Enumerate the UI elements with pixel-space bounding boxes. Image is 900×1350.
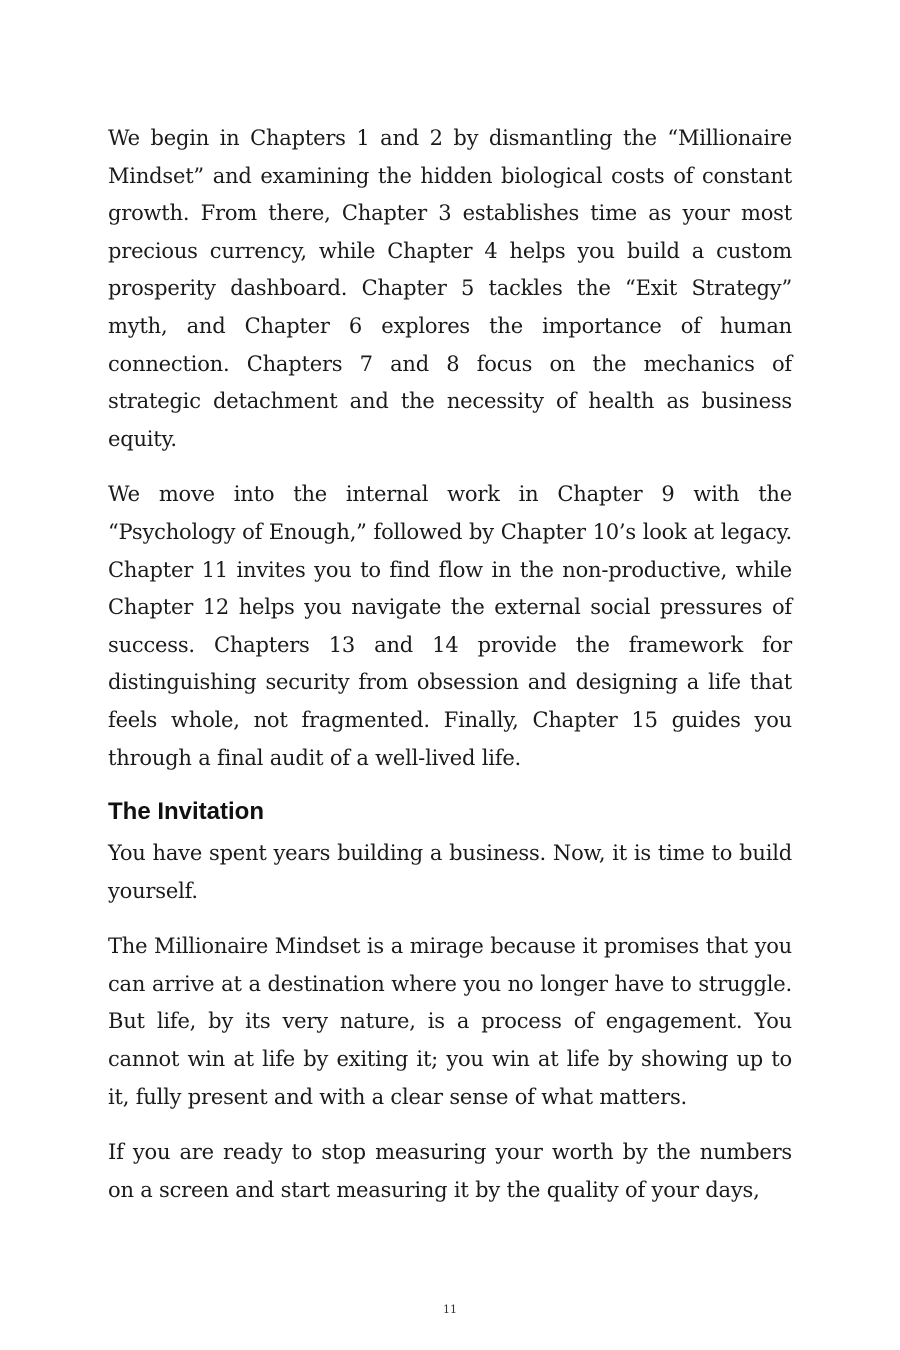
- paragraph-ready: If you are ready to stop measuring your worth by the numbers on a screen and start measuring it by the quality of your days,: [108, 1140, 792, 1202]
- paragraph-internal-work: We move into the internal work in Chapter 9 with the “Psychology of Enough,” followed by Chapter 10’s look at legacy. Chapter 11 invites you to find flow in the non-productive, while Chapter 12 helps you navigate the external social pressures of success. Chapters 13 and 14 provide the framework for distinguishing security from obsession and designing a life that feels whole, not fragmented. Finally, Chapter 15 guides you through a final audit of a well-lived life.: [108, 482, 792, 770]
- paragraph-chapters-overview: We begin in Chapters 1 and 2 by dismantling the “Millionaire Mindset” and examining the hidden biological costs of constant growth. From there, Chapter 3 establishes time as your most precious currency, while Chapter 4 helps you build a custom prosperity dashboard. Chapter 5 tackles the “Exit Strategy” myth, and Chapter 6 explores the importance of human connection. Chapters 7 and 8 focus on the mechanics of strategic detachment and the necessity of health as business equity.: [108, 126, 792, 451]
- page-content: [108, 120, 792, 1227]
- paragraph-mirage: The Millionaire Mindset is a mirage because it promises that you can arrive at a destination where you no longer have to struggle. But life, by its very nature, is a process of engagement. You cannot win at life by exiting it; you win at life by showing up to it, fully present and with a clear sense of what matters.: [108, 934, 792, 1109]
- page-number: 11: [443, 1303, 457, 1316]
- paragraph-build-yourself: You have spent years building a business. Now, it is time to build yourself.: [108, 841, 792, 903]
- section-heading: The Invitation: [108, 798, 264, 826]
